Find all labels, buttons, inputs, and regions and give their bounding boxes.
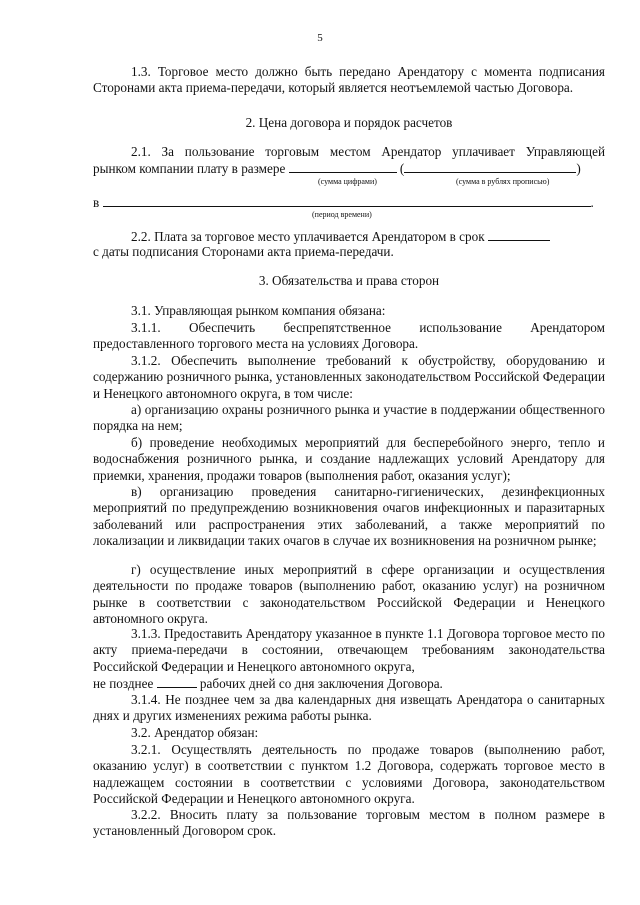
label-amount-digits: (сумма цифрами) — [318, 177, 377, 186]
period-blank — [103, 194, 591, 207]
preposition-in: в — [93, 195, 100, 210]
period-end: . — [590, 195, 594, 210]
clause-3-1-3-lead: не позднее — [93, 676, 154, 691]
label-period: (период времени) — [312, 210, 372, 219]
deadline-blank — [488, 228, 550, 241]
clause-2-2-line2: с даты подписания Сторонами акта приема-передачи. — [93, 244, 394, 259]
page-number: 5 — [317, 32, 323, 44]
clause-2-1-period-line — [93, 194, 605, 211]
clause-3-1-1: 3.1.1. Обеспечить беспрепятственное использование Арендатором предоставленного торгового места на условиях Договора. — [93, 320, 605, 352]
section-3-title: 3. Обязательства и права сторон — [258, 273, 440, 288]
clause-3-1-4: 3.1.4. Не позднее чем за два календарных дня извещать Арендатора о санитарных днях и других изменениях режима работы рынка. — [93, 692, 605, 724]
clause-2-2-text: 2.2. Плата за торговое место уплачивается Арендатором в срок — [131, 229, 485, 244]
clause-3-1-3-deadline — [93, 675, 605, 692]
clause-3-1-3: 3.1.3. Предоставить Арендатору указанное в пункте 1.1 Договора торговое место по акту приема-передачи в состоянии, отвечающем требованиям законодательства Российской Федерации и Ненецкого автономного округа, — [93, 626, 605, 674]
clause-2-1-line1: 2.1. За пользование торговым местом Арендатор уплачивает Управляющей — [131, 144, 605, 159]
label-amount-words: (сумма в рублях прописью) — [456, 177, 550, 186]
item-g: г) осуществление иных мероприятий в сфере организации и осуществления деятельности по продаже товаров (выполнению работ, оказанию услуг) на розничном рынке в соответствии с законодательством Российской Федерации и Ненецкого автономного округа. — [93, 562, 605, 626]
paren-open: ( — [399, 161, 405, 176]
item-v: в) организацию проведения санитарно-гигиенических, дезинфекционных мероприятий по предупреждению возникновения очагов инфекционных и паразитарных заболеваний или распространения этих заболеваний, а также мероприятий по локализации и ликвидации таких очагов в случае их возникновения на розничном рынке; — [93, 484, 605, 548]
paren-close: ) — [576, 161, 581, 176]
amount-digits-blank — [289, 160, 397, 173]
section-2-title: 2. Цена договора и порядок расчетов — [245, 115, 453, 130]
item-b: б) проведение необходимых мероприятий для бесперебойного энерго, тепло и водоснабжения розничного рынка, и создание надлежащих условий Арендатору для приемки, хранения, продажи товаров (выполнения работ, оказания услуг); — [93, 435, 605, 483]
clause-3-1-3-tail: рабочих дней со дня заключения Договора. — [199, 676, 443, 691]
clause-1-3: 1.3. Торговое место должно быть передано Арендатору с момента подписания Сторонами акта приема-передачи, который является неотъемлемой частью Договора. — [93, 64, 605, 96]
item-a: а) организацию охраны розничного рынка и участие в поддержании общественного порядка на нем; — [93, 402, 605, 434]
workdays-blank — [157, 675, 197, 688]
clause-2-1-lead: рынком компании плату в размере — [93, 161, 286, 176]
clause-2-2-line1 — [93, 228, 605, 245]
clause-3-2-1: 3.2.1. Осуществлять деятельность по продаже товаров (выполнению работ, оказанию услуг) в соответствии с пунктом 1.2 Договора, содержать торговое место в надлежащем состоянии в соответствии с условиями Договора, законодательством Российской Федерации и Ненецкого автономного округа. — [93, 742, 605, 806]
clause-3-1: 3.1. Управляющая рынком компания обязана: — [131, 303, 386, 318]
clause-3-2: 3.2. Арендатор обязан: — [131, 725, 259, 740]
clause-2-1-line2 — [93, 160, 605, 177]
clause-3-2-2: 3.2.2. Вносить плату за пользование торговым местом в полном размере в установленный Договором срок. — [93, 807, 605, 839]
clause-3-1-2: 3.1.2. Обеспечить выполнение требований к обустройству, оборудованию и содержанию розничного рынка, установленных законодательством Российской Федерации и Ненецкого автономного округа, в том числе: — [93, 353, 605, 401]
amount-words-blank — [404, 160, 576, 173]
